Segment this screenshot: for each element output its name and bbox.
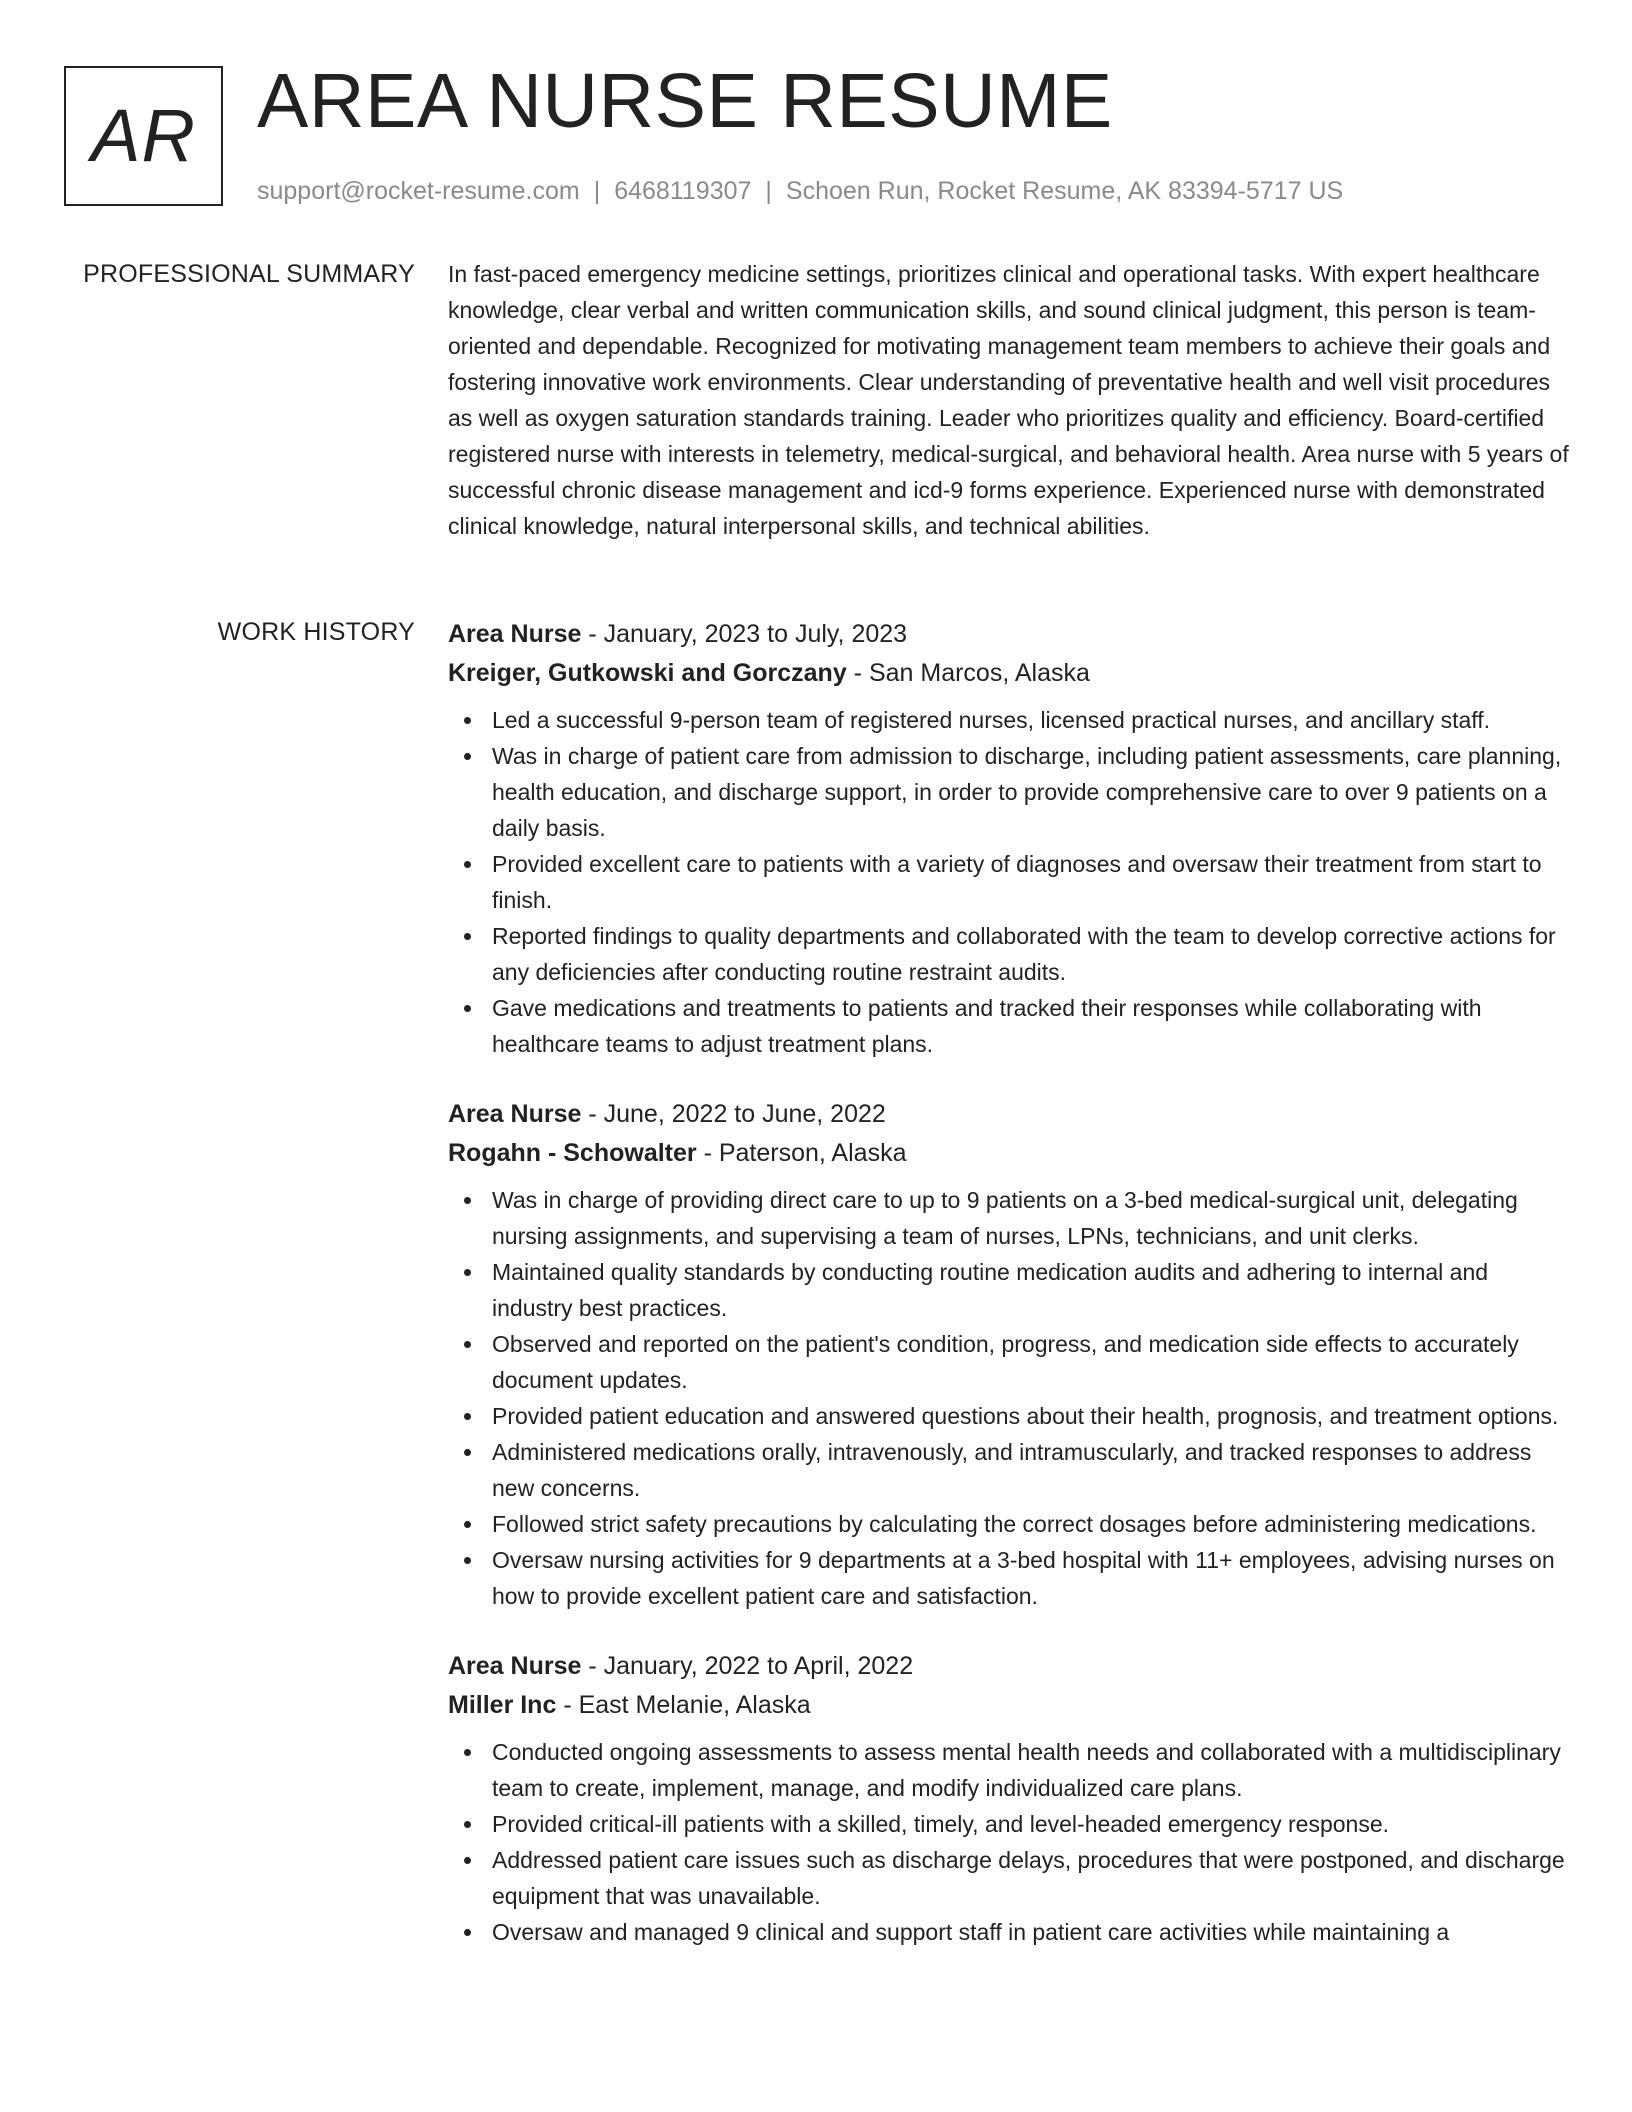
work-history-body <box>448 614 1572 1982</box>
job-bullet <box>448 918 1572 990</box>
job-bullet-text: Was in charge of patient care from admission to discharge, including patient assessments, care planning, health education, and discharge support, in order to provide comprehensive care to over 9 patients on a daily basis. <box>492 743 1562 841</box>
job-bullet <box>448 1254 1572 1326</box>
job-company: Rogahn - Schowalter <box>448 1139 697 1167</box>
contact-email: support@rocket-resume.com <box>257 177 580 205</box>
bullet-dot-icon <box>464 933 471 940</box>
job-bullet-text: Provided patient education and answered questions about their health, prognosis, and treatment options. <box>492 1403 1559 1429</box>
job-bullet <box>448 990 1572 1062</box>
job-location: - San Marcos, Alaska <box>846 659 1090 687</box>
job-location: - East Melanie, Alaska <box>556 1691 811 1719</box>
job-title-line <box>448 1094 1572 1134</box>
monogram-initials: AR <box>91 94 196 177</box>
job-bullet <box>448 702 1572 738</box>
job-bullet-text: Oversaw nursing activities for 9 departments at a 3-bed hospital with 11+ employees, advising nurses on how to provide excellent patient care and satisfaction. <box>492 1547 1555 1609</box>
bullet-dot-icon <box>464 1269 471 1276</box>
job-bullet <box>448 1182 1572 1254</box>
bullet-dot-icon <box>464 1197 471 1204</box>
job-bullet-text: Observed and reported on the patient's condition, progress, and medication side effects to accurately document updates. <box>492 1331 1519 1393</box>
job-dates: - January, 2023 to July, 2023 <box>581 620 908 648</box>
bullet-dot-icon <box>464 717 471 724</box>
job-title: Area Nurse <box>448 1652 582 1680</box>
contact-separator: | <box>765 177 772 205</box>
job-bullet <box>448 1806 1572 1842</box>
bullet-dot-icon <box>464 1929 471 1936</box>
job-company-line <box>448 1134 1572 1172</box>
bullet-dot-icon <box>464 753 471 760</box>
bullet-dot-icon <box>464 1449 471 1456</box>
resume-title: AREA NURSE RESUME <box>257 58 1113 144</box>
job-company: Miller Inc <box>448 1691 557 1719</box>
bullet-dot-icon <box>464 1857 471 1864</box>
job-bullet <box>448 738 1572 846</box>
job-bullet <box>448 1842 1572 1914</box>
bullet-dot-icon <box>464 1521 471 1528</box>
job-bullet-text: Administered medications orally, intravenously, and intramuscularly, and tracked responses to address new concerns. <box>492 1439 1532 1501</box>
job-bullet-text: Reported findings to quality departments and collaborated with the team to develop corrective actions for any deficiencies after conducting routine restraint audits. <box>492 923 1556 985</box>
bullet-dot-icon <box>464 1413 471 1420</box>
job-bullet-list <box>448 1182 1572 1614</box>
job-bullet <box>448 1398 1572 1434</box>
job-title-line <box>448 1646 1572 1686</box>
job-bullet-text: Addressed patient care issues such as discharge delays, procedures that were postponed, and discharge equipment that was unavailable. <box>492 1847 1565 1909</box>
contact-separator: | <box>593 177 601 205</box>
job-bullet-list <box>448 702 1572 1062</box>
job-bullet-text: Was in charge of providing direct care to up to 9 patients on a 3-bed medical-surgical unit, delegating nursing assignments, and supervising a team of nurses, LPNs, technicians, and unit clerks. <box>492 1187 1518 1249</box>
contact-address: Schoen Run, Rocket Resume, AK 83394-5717 US <box>785 177 1344 205</box>
job-company-line <box>448 1686 1572 1724</box>
bullet-dot-icon <box>464 1341 471 1348</box>
job-bullet <box>448 1434 1572 1506</box>
job-entry <box>448 614 1572 1062</box>
summary-label: PROFESSIONAL SUMMARY <box>83 260 415 288</box>
work-history-label: WORK HISTORY <box>217 618 415 646</box>
summary-text: In fast-paced emergency medicine settings, prioritizes clinical and operational tasks. With expert healthcare knowledge, clear verbal and written communication skills, and sound clinical judgment, this person is team-oriented and dependable. Recognized for motivating management team members to achieve their goals and fostering innovative work environments. Clear understanding of preventative health and well visit procedures as well as oxygen saturation standards training. Leader who prioritizes quality and efficiency. Board-certified registered nurse with interests in telemetry, medical-surgical, and behavioral health. Area nurse with 5 years of successful chronic disease management and icd-9 forms experience. Experienced nurse with demonstrated clinical knowledge, natural interpersonal skills, and technical abilities. <box>448 261 1569 539</box>
bullet-dot-icon <box>464 861 471 868</box>
job-bullet-text: Maintained quality standards by conducting routine medication audits and adhering to internal and industry best practices. <box>492 1259 1489 1321</box>
job-bullet-text: Conducted ongoing assessments to assess mental health needs and collaborated with a multidisciplinary team to create, implement, manage, and modify individualized care plans. <box>492 1739 1561 1801</box>
job-bullet <box>448 1914 1572 1950</box>
job-bullet-list <box>448 1734 1572 1950</box>
job-bullet-text: Led a successful 9-person team of registered nurses, licensed practical nurses, and ancillary staff. <box>492 707 1491 733</box>
contact-line <box>257 174 1343 208</box>
job-bullet-text: Gave medications and treatments to patients and tracked their responses while collaborating with healthcare teams to adjust treatment plans. <box>492 995 1482 1057</box>
bullet-dot-icon <box>464 1005 471 1012</box>
summary-body <box>448 256 1572 544</box>
contact-phone: 6468119307 <box>614 177 752 205</box>
job-bullet-text: Provided critical-ill patients with a skilled, timely, and level-headed emergency response. <box>492 1811 1389 1837</box>
job-company-line <box>448 654 1572 692</box>
job-company: Kreiger, Gutkowski and Gorczany <box>448 659 847 687</box>
bullet-dot-icon <box>464 1749 471 1756</box>
job-location: - Paterson, Alaska <box>696 1139 907 1167</box>
bullet-dot-icon <box>464 1557 471 1564</box>
job-bullet <box>448 846 1572 918</box>
job-bullet <box>448 1542 1572 1614</box>
monogram-box <box>64 66 223 206</box>
job-bullet-text: Oversaw and managed 9 clinical and support staff in patient care activities while maintaining a <box>492 1919 1450 1945</box>
job-entry <box>448 1646 1572 1950</box>
job-dates: - June, 2022 to June, 2022 <box>581 1100 886 1128</box>
job-title: Area Nurse <box>448 1100 582 1128</box>
job-bullet <box>448 1326 1572 1398</box>
bullet-dot-icon <box>464 1821 471 1828</box>
job-dates: - January, 2022 to April, 2022 <box>581 1652 914 1680</box>
job-bullet-text: Provided excellent care to patients with a variety of diagnoses and oversaw their treatment from start to finish. <box>492 851 1542 913</box>
job-bullet <box>448 1506 1572 1542</box>
job-bullet-text: Followed strict safety precautions by calculating the correct dosages before administering medications. <box>492 1511 1537 1537</box>
job-entry <box>448 1094 1572 1614</box>
job-bullet <box>448 1734 1572 1806</box>
job-title: Area Nurse <box>448 620 582 648</box>
job-title-line <box>448 614 1572 654</box>
